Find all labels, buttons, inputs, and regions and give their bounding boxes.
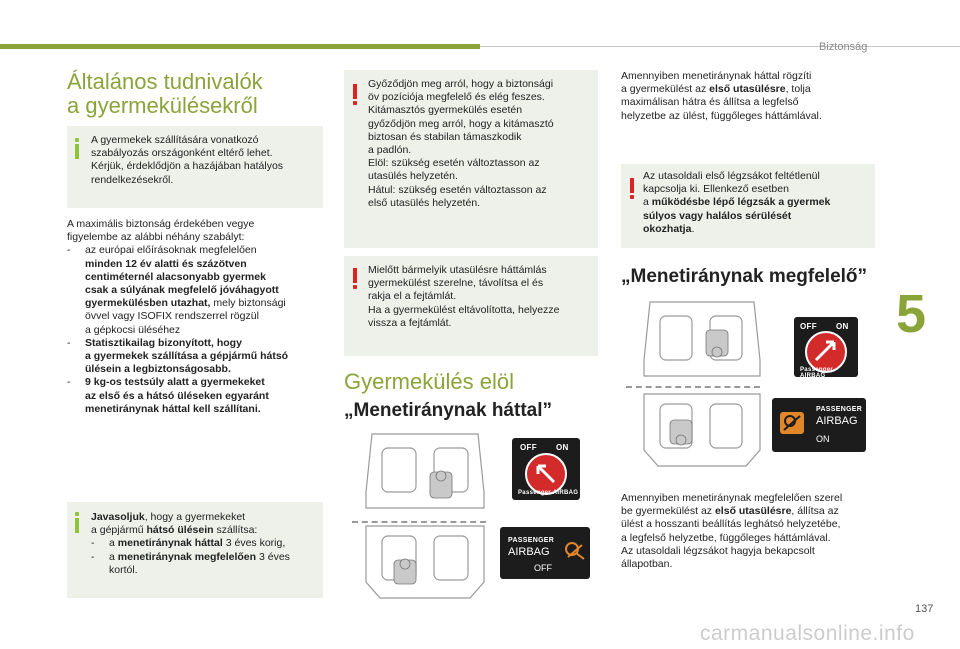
rule-item: - 9 kg-os testsúly alatt a gyermekeket az első és a hátsó üléseken egyaránt menetiránynak háttal kell szállítani. [67,376,269,415]
info-box-recommendation [67,502,323,598]
header-accent-bar [0,44,480,49]
rule-item: - az európai előírásoknak megfelelően minden 12 év alatti és százötven centiméternél alacsonyabb gyermek csak a súlyának megfelelő jóváhagyott gyermekülésben utazhat, mely biztonsági övvel vagy ISOFIX rendszerrel rögzül a gépkocsi üléséhez [67,244,286,336]
subtitle-rear-facing: „Menetiránynak háttal” [344,400,552,421]
rule-item: - Statisztikailag bizonyított, hogy a gyermekek szállítása a gépjármű hátsó ülésein a legbiztonságosabb. [67,336,289,376]
warning-icon [353,268,357,290]
airbag-switch-panel: OFF ON Passenger AIRBAG [794,317,858,377]
page-title-line1: Általános tudnivalók [67,69,263,94]
warning-icon [630,178,634,200]
chapter-number: 5 [896,284,927,344]
warning-box-belt [344,70,598,248]
warning-text: Mielőtt bármelyik utasülésre háttámlás gyermekülést szerelne, távolítsa el és rakja el a fejtámlát. Ha a gyermekülést eltávolította, helyezze vissza a fejtámlát. [368,264,560,329]
page-title-line2: a gyermekülésekről [67,93,258,118]
recommend-text: Javasoljuk, hogy a gyermekeket a gépjármű hátsó ülésein szállítsa: - a menetiránynak háttal 3 éves korig, - a menetiránynak megfelelően 3 éves kortól. [91,511,319,577]
section-name: Biztonság [819,41,868,53]
footer-watermark: carmanualsonline.info [700,622,915,645]
page-number: 137 [915,603,934,615]
car-forward-facing-illustration [640,300,764,468]
info-icon [75,138,79,160]
warning-box-airbag [621,164,875,248]
divider-dashed [352,521,486,523]
subtitle-forward-facing: „Menetiránynak megfelelő” [621,266,868,287]
info-text: A gyermekek szállítására vonatkozó szabályozás országonként eltérő lehet. Kérjük, érdeklődjön a hazájában hatályos rendelkezésekről. [91,134,284,186]
airbag-switch-panel: OFF ON Passenger AIRBAG [512,438,580,500]
section-title: Gyermekülés elöl [344,369,514,394]
warning-text: Az utasoldali első légzsákot feltétlenül kapcsolja ki. Ellenkező esetben a működésbe lépő légzsák a gyermek súlyos vagy halálos sérülését okozhatja. [643,170,831,235]
car-rear-facing-illustration [360,432,490,600]
header-divider [480,46,960,47]
airbag-warning-icon [780,412,804,434]
list-item: - a menetiránynak háttal 3 éves korig, [91,537,286,550]
info-icon [75,512,79,534]
rear-facing-instructions: Amennyiben menetiránynak háttal rögzíti a gyermekülést az első utasülésre, tolja maximálisan hátra és állítsa a legfelső helyzetbe az ülést, függőleges háttámlával. [621,70,822,122]
info-box-regulations [67,126,323,208]
list-item: - a menetiránynak megfelelően 3 éves kortól. [91,550,290,576]
forward-facing-instructions: Amennyiben menetiránynak megfelelően szerel be gyermekülést az első utasülésre, állítsa az ülést a hosszanti beállítás leghátsó helyzetébe, a legfelső helyzetbe, függőleges háttámlával. Az utasoldali légzsákot hagyja bekapcsolt állapotban. [621,492,843,571]
warning-text: Győződjön meg arról, hogy a biztonsági öv pozíciója megfelelő és elég feszes. Kitámasztós gyermekülés esetén győződjön meg arról, hogy a kitámasztó biztosan és stabilan támaszkodik a padlón. Elöl: szükség esetén változtasson az utasülés helyzetén. Hátul: szükség esetén változtasson az első utasülés helyzetén. [368,78,554,209]
warning-icon [353,84,357,106]
airbag-warning-icon [564,541,586,561]
airbag-on-indicator: PASSENGER AIRBAG ON [772,398,866,452]
airbag-off-indicator: PASSENGER AIRBAG OFF [500,527,590,579]
warning-box-headrest [344,256,598,356]
rules-block: A maximális biztonság érdekében vegye figyelembe az alábbi néhány szabályt: - az európai előírásoknak megfelelően minden 12 év alatti és százötven centiméternél alacsonyabb gyermek csak a súlyának megfelelő jóváhagyott gyermekülésben utazhat, mely biztonsági övvel vagy ISOFIX rendszerrel rögzül a gépkocsi üléséhez - Statisztikailag bizonyított, hogy a gyermekek szállítása a gépjármű hátsó ülésein a legbiztonságosabb. - 9 kg-os testsúly alatt a gyermekeket az első és a hátsó üléseken egyaránt menetiránynak háttal kell szállítani. [67,218,327,416]
page-title [67,70,263,118]
divider-dashed [626,386,760,388]
